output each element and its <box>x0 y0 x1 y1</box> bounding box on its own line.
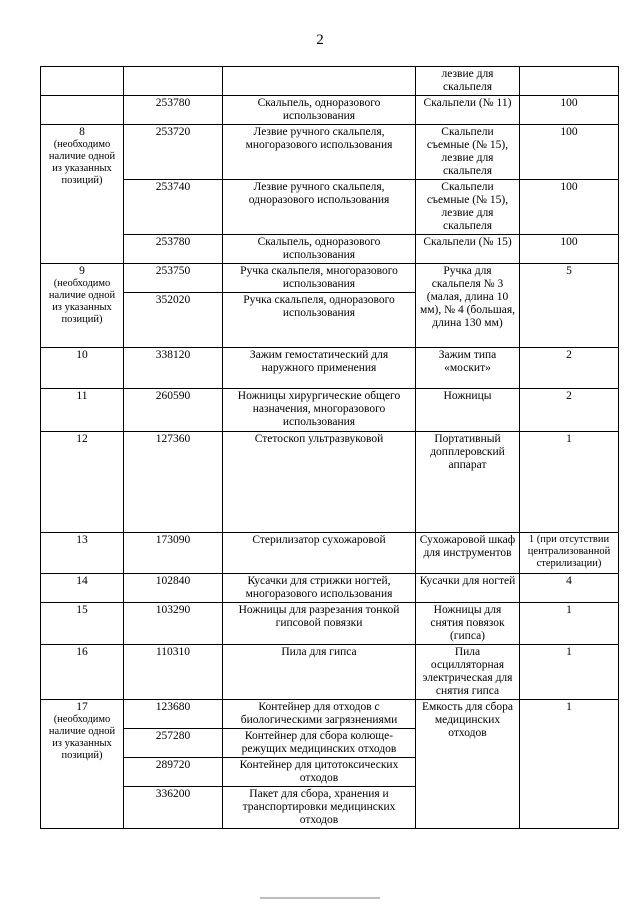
position-cell <box>41 700 124 829</box>
table-row <box>41 264 619 293</box>
table-row <box>41 389 619 432</box>
equipment-table <box>40 66 619 829</box>
table-row <box>41 235 619 264</box>
table-row <box>41 574 619 603</box>
code-cell: 123680 <box>124 700 223 729</box>
qty-cell <box>520 67 619 96</box>
name-cell: Стерилизатор сухожаровой <box>223 533 416 574</box>
qty-cell: 100 <box>520 96 619 125</box>
name-cell: Лезвие ручного скальпеля, одноразового использования <box>223 180 416 235</box>
name-cell: Контейнер для цитотоксических отходов <box>223 758 416 787</box>
type-cell: Сухожаровой шкаф для инструментов <box>416 533 520 574</box>
position-number: 12 <box>76 433 88 445</box>
code-cell: 352020 <box>124 293 223 348</box>
table-row <box>41 432 619 533</box>
table-row <box>41 700 619 729</box>
position-cell <box>41 348 124 389</box>
qty-cell: 1 <box>520 700 619 829</box>
position-cell <box>41 96 124 125</box>
name-cell: Скальпель, одноразового использования <box>223 235 416 264</box>
qty-cell: 2 <box>520 389 619 432</box>
qty-cell: 100 <box>520 125 619 180</box>
type-cell: Пила осцилляторная электрическая для снятия гипса <box>416 645 520 700</box>
table-row <box>41 96 619 125</box>
type-cell: Скальпели (№ 15) <box>416 235 520 264</box>
position-number: 10 <box>76 349 88 361</box>
name-cell <box>223 67 416 96</box>
qty-cell: 2 <box>520 348 619 389</box>
table-row <box>41 125 619 180</box>
table-row <box>41 67 619 96</box>
name-cell: Ручка скальпеля, одноразового использования <box>223 293 416 348</box>
type-cell: Скальпели съемные (№ 15), лезвие для скальпеля <box>416 180 520 235</box>
name-cell: Контейнер для отходов с биологическими загрязнениями <box>223 700 416 729</box>
position-note: (необходимо наличие одной из указанных позиций) <box>48 278 116 325</box>
page-number: 2 <box>316 32 324 48</box>
type-cell: Ручка для скальпеля № 3 (малая, длина 10 мм), № 4 (большая, длина 130 мм) <box>416 264 520 348</box>
code-cell: 110310 <box>124 645 223 700</box>
type-cell: Зажим типа «москит» <box>416 348 520 389</box>
name-cell: Стетоскоп ультразвуковой <box>223 432 416 533</box>
table-row <box>41 603 619 645</box>
name-cell: Пакет для сбора, хранения и транспортировки медицинских отходов <box>223 787 416 829</box>
qty-cell: 1 (при отсутствии централизованной стерилизации) <box>520 533 619 574</box>
table-row <box>41 348 619 389</box>
position-number: 11 <box>76 390 88 402</box>
position-number: 9 <box>79 265 85 277</box>
type-cell: Ножницы <box>416 389 520 432</box>
code-cell: 127360 <box>124 432 223 533</box>
position-number: 15 <box>76 604 88 616</box>
position-number: 8 <box>79 126 85 138</box>
type-cell: Кусачки для ногтей <box>416 574 520 603</box>
name-cell: Зажим гемостатический для наружного применения <box>223 348 416 389</box>
position-note: (необходимо наличие одной из указанных позиций) <box>48 714 116 761</box>
qty-cell: 100 <box>520 235 619 264</box>
position-number: 14 <box>76 575 88 587</box>
qty-cell: 5 <box>520 264 619 348</box>
name-cell: Ножницы хирургические общего назначения, многоразового использования <box>223 389 416 432</box>
code-cell: 253750 <box>124 264 223 293</box>
type-cell: Портативный допплеровский аппарат <box>416 432 520 533</box>
name-cell: Пила для гипса <box>223 645 416 700</box>
code-cell <box>124 67 223 96</box>
position-note: (необходимо наличие одной из указанных позиций) <box>48 139 116 186</box>
position-cell <box>41 432 124 533</box>
qty-cell: 4 <box>520 574 619 603</box>
type-cell: Емкость для сбора медицинских отходов <box>416 700 520 829</box>
scan-edge-mark <box>260 897 380 899</box>
type-cell: лезвие для скальпеля <box>416 67 520 96</box>
position-cell <box>41 67 124 96</box>
qty-cell: 100 <box>520 180 619 235</box>
code-cell: 338120 <box>124 348 223 389</box>
type-cell: Скальпели (№ 11) <box>416 96 520 125</box>
position-cell <box>41 603 124 645</box>
position-cell <box>41 125 124 264</box>
table-row <box>41 533 619 574</box>
name-cell: Ручка скальпеля, многоразового использования <box>223 264 416 293</box>
name-cell: Скальпель, одноразового использования <box>223 96 416 125</box>
code-cell: 103290 <box>124 603 223 645</box>
qty-cell: 1 <box>520 603 619 645</box>
name-cell: Лезвие ручного скальпеля, многоразового использования <box>223 125 416 180</box>
name-cell: Кусачки для стрижки ногтей, многоразового использования <box>223 574 416 603</box>
code-cell: 253720 <box>124 125 223 180</box>
position-cell <box>41 264 124 348</box>
position-cell <box>41 645 124 700</box>
code-cell: 260590 <box>124 389 223 432</box>
type-cell: Скальпели съемные (№ 15), лезвие для скальпеля <box>416 125 520 180</box>
position-number: 16 <box>76 646 88 658</box>
code-cell: 173090 <box>124 533 223 574</box>
position-cell <box>41 389 124 432</box>
position-number: 17 <box>76 701 88 713</box>
code-cell: 253780 <box>124 235 223 264</box>
qty-cell: 1 <box>520 645 619 700</box>
position-cell <box>41 574 124 603</box>
code-cell: 102840 <box>124 574 223 603</box>
code-cell: 257280 <box>124 729 223 758</box>
table-row <box>41 180 619 235</box>
type-cell: Ножницы для снятия повязок (гипса) <box>416 603 520 645</box>
qty-cell: 1 <box>520 432 619 533</box>
position-cell <box>41 533 124 574</box>
name-cell: Контейнер для сбора колюще-режущих медицинских отходов <box>223 729 416 758</box>
code-cell: 253740 <box>124 180 223 235</box>
position-number: 13 <box>76 534 88 546</box>
name-cell: Ножницы для разрезания тонкой гипсовой повязки <box>223 603 416 645</box>
code-cell: 253780 <box>124 96 223 125</box>
code-cell: 336200 <box>124 787 223 829</box>
table-row <box>41 645 619 700</box>
code-cell: 289720 <box>124 758 223 787</box>
